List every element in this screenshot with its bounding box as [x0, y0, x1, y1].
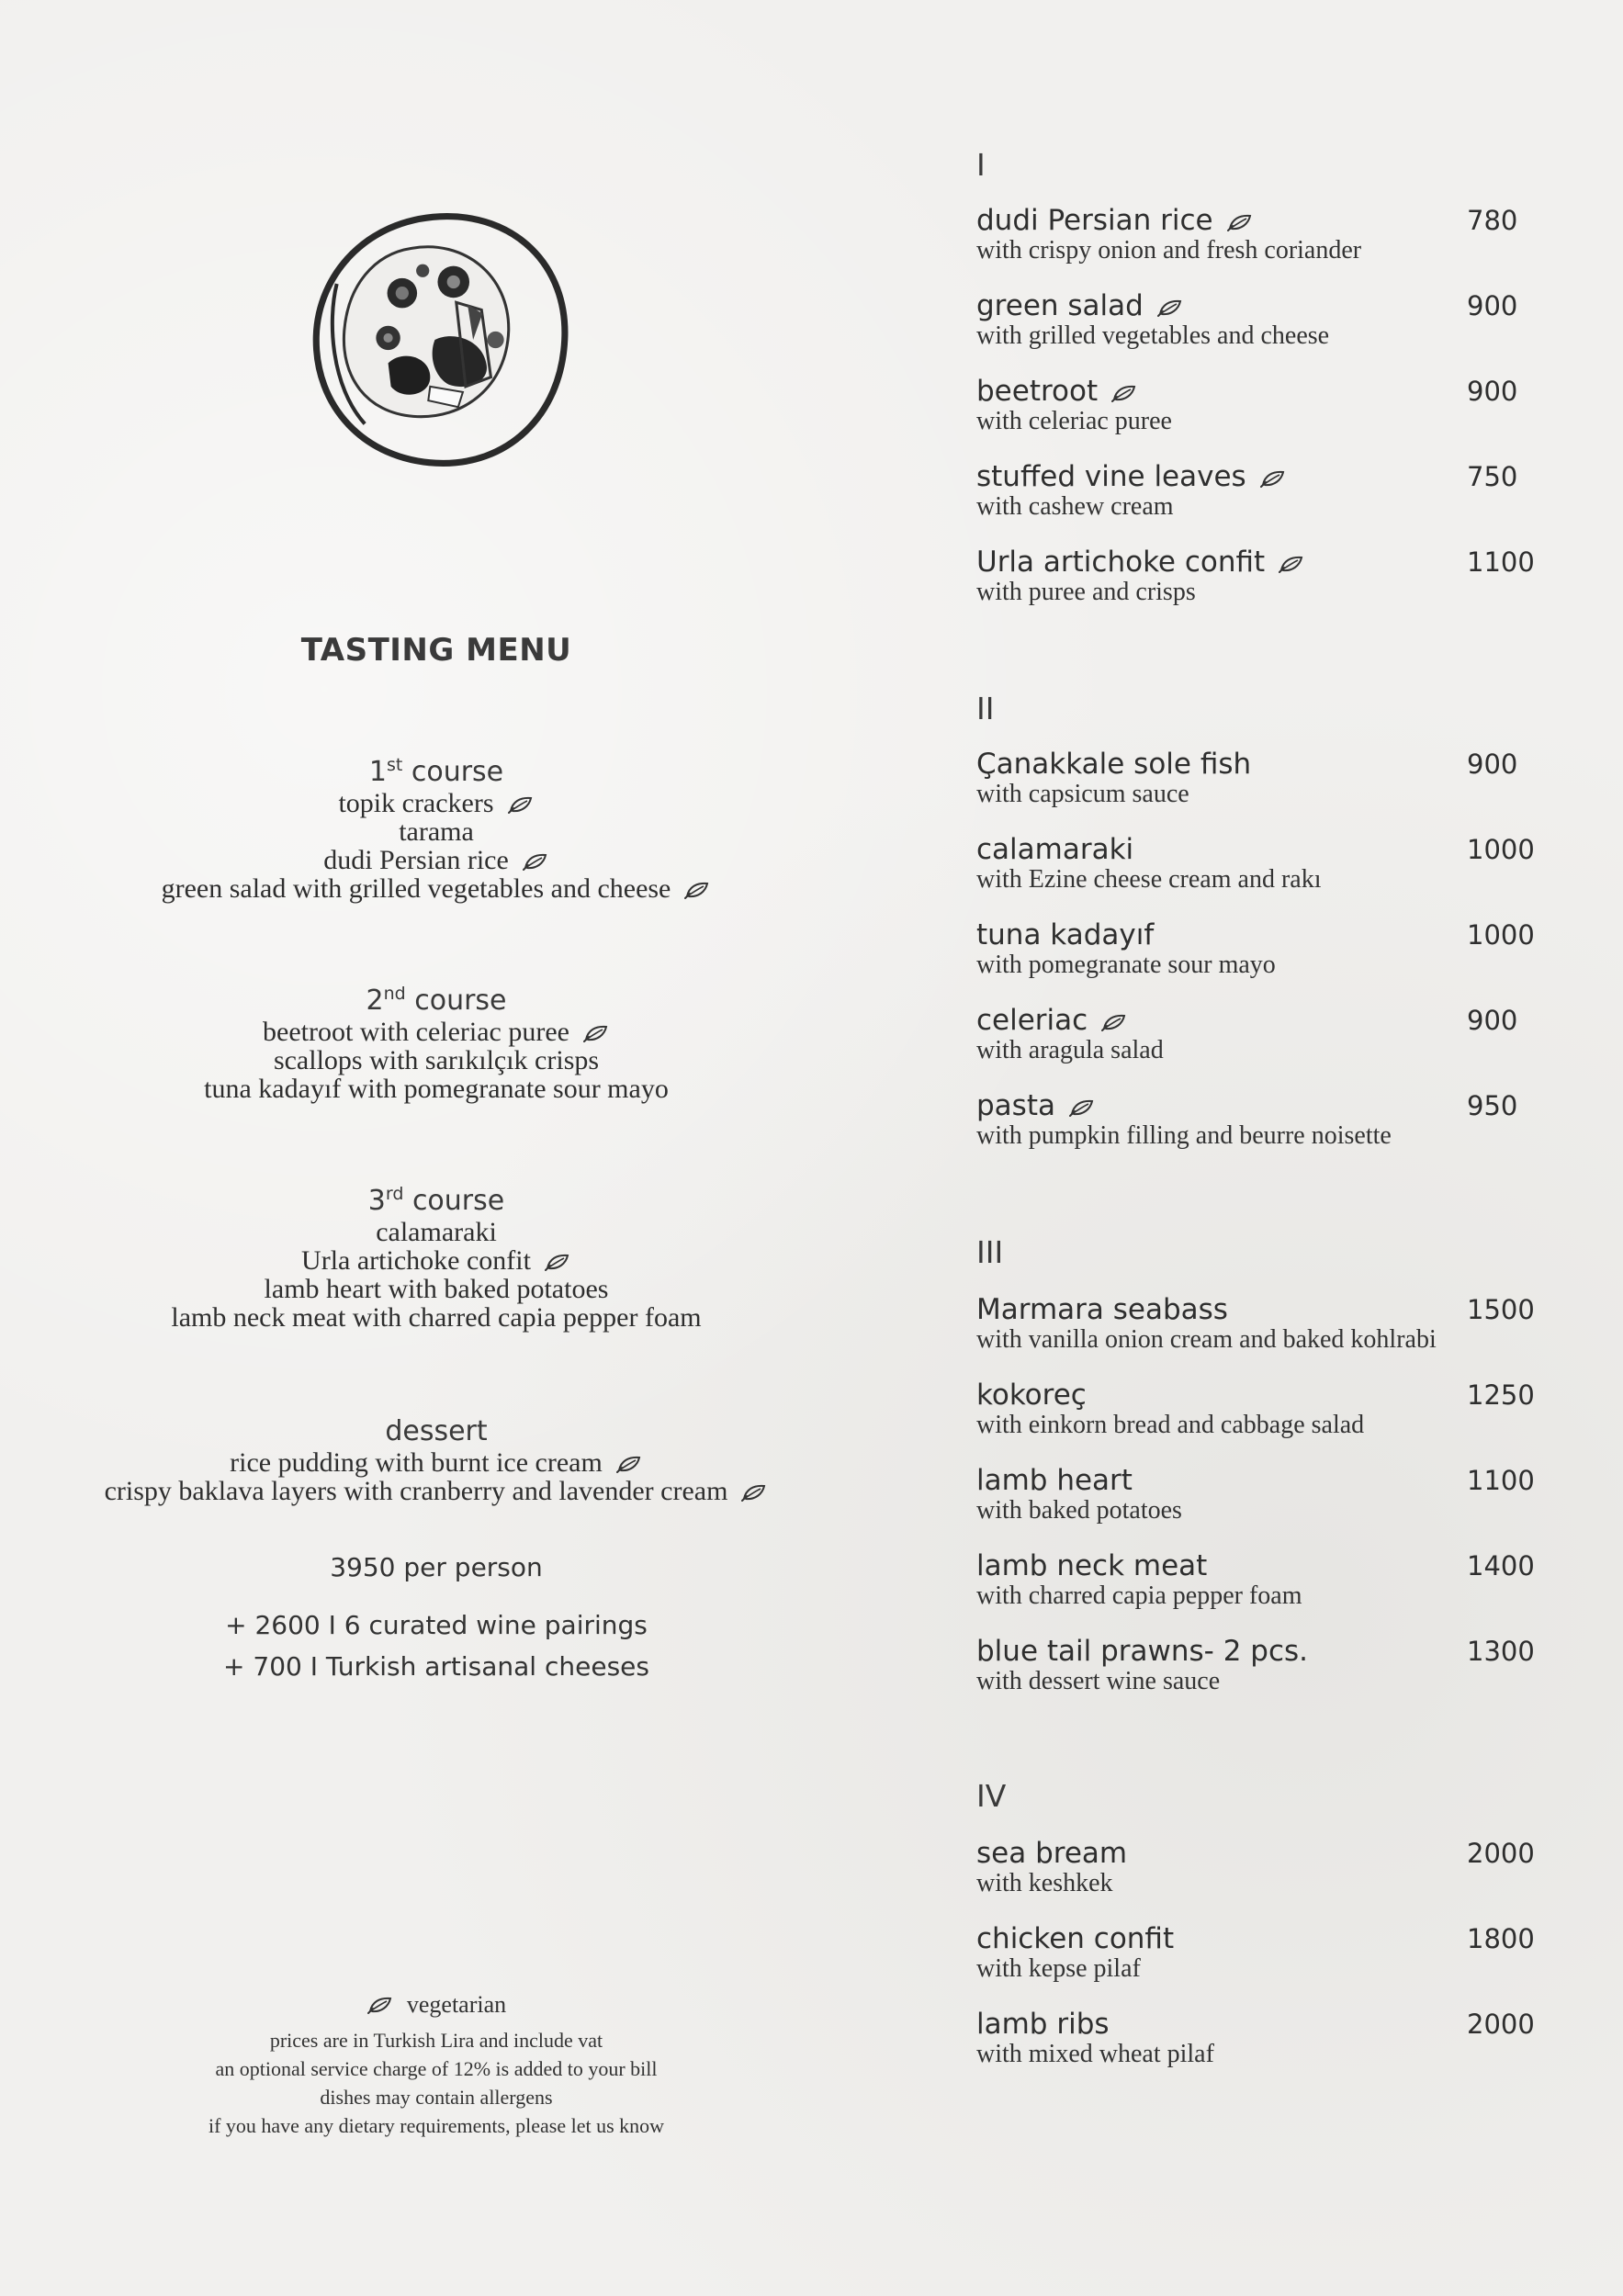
menu-dish: [976, 1293, 1546, 1354]
dish-price: 750: [1467, 461, 1518, 492]
menu-dish: [976, 1635, 1546, 1695]
vegetarian-leaf-icon: [582, 1020, 610, 1041]
menu-dish: [976, 918, 1546, 979]
course-item: topik crackers: [0, 789, 873, 817]
dish-description: with keshkek: [976, 1869, 1113, 1897]
dish-description: with aragula salad: [976, 1036, 1164, 1064]
menu-dish: [976, 1004, 1546, 1064]
dish-description: with capsicum sauce: [976, 780, 1189, 808]
dish-description: with dessert wine sauce: [976, 1667, 1221, 1695]
section-label: III: [976, 1234, 1004, 1270]
dish-price: 1100: [1467, 1465, 1535, 1496]
course-item: tarama: [399, 816, 474, 847]
course-item: beetroot with celeriac puree: [0, 1018, 873, 1046]
course-3: [0, 1177, 873, 1332]
dish-name: green salad: [976, 289, 1546, 322]
dish-description: with Ezine cheese cream and rakı: [976, 865, 1322, 894]
footer-note: if you have any dietary requirements, please let us know: [208, 2114, 665, 2137]
course-dessert: [0, 1408, 873, 1505]
vegetarian-leaf-icon: [740, 1480, 768, 1500]
menu-dish: [976, 375, 1546, 435]
dish-price: 780: [1467, 205, 1518, 236]
dish-name: dudi Persian rice: [976, 204, 1546, 237]
section-label: II: [976, 691, 995, 726]
menu-dish: [976, 1379, 1546, 1439]
course-item: Urla artichoke confit: [0, 1246, 873, 1275]
dish-price: 1100: [1467, 546, 1535, 578]
course-item: dudi Persian rice: [0, 846, 873, 874]
course-item: lamb neck meat with charred capia pepper foam: [171, 1302, 702, 1333]
dish-description: with pumpkin filling and beurre noisette: [976, 1121, 1392, 1150]
vegetarian-leaf-icon: [1100, 1007, 1128, 1027]
plate-illustration-icon: [299, 197, 580, 482]
footer-note: dishes may contain allergens: [320, 2086, 553, 2109]
dish-name: Urla artichoke confit: [976, 546, 1546, 579]
dish-price: 2000: [1467, 2009, 1535, 2040]
course-heading: 2nd course: [366, 984, 507, 1017]
dish-name: lamb heart: [976, 1464, 1133, 1497]
dish-name: chicken confit: [976, 1922, 1175, 1955]
dish-price: 1800: [1467, 1923, 1535, 1954]
section-label: IV: [976, 1778, 1007, 1814]
dish-name: Çanakkale sole fish: [976, 748, 1252, 781]
dish-description: with vanilla onion cream and baked kohlrabi: [976, 1325, 1437, 1354]
menu-dish: [976, 1464, 1546, 1525]
vegetarian-leaf-icon: [1156, 292, 1184, 312]
dish-price: 900: [1467, 376, 1518, 407]
menu-dish: [976, 204, 1546, 264]
dish-description: with kepse pilaf: [976, 1954, 1141, 1983]
vegetarian-leaf-icon: [544, 1249, 571, 1269]
tasting-menu-title: TASTING MENU: [300, 632, 572, 669]
course-item: rice pudding with burnt ice cream: [0, 1448, 873, 1477]
vegetarian-leaf-icon: [507, 792, 535, 812]
wine-pairing: + 2600 I 6 curated wine pairings: [225, 1610, 648, 1640]
dish-name: tuna kadayıf: [976, 918, 1155, 951]
dish-description: with mixed wheat pilaf: [976, 2040, 1214, 2068]
price-per-person: 3950 per person: [330, 1552, 543, 1582]
course-heading: 1st course: [368, 755, 504, 788]
course-item: crispy baklava layers with cranberry and lavender cream: [0, 1477, 873, 1505]
menu-dish: [976, 748, 1546, 808]
course-1: [0, 748, 873, 903]
dish-price: 900: [1467, 748, 1518, 780]
menu-dish: [976, 1549, 1546, 1610]
footer-note: prices are in Turkish Lira and include vat: [269, 2029, 603, 2052]
dish-description: with crispy onion and fresh coriander: [976, 236, 1362, 264]
dish-price: 1300: [1467, 1636, 1535, 1667]
footer-notes: [0, 1991, 873, 2140]
dish-name: pasta: [976, 1089, 1546, 1122]
dish-name: stuffed vine leaves: [976, 460, 1546, 493]
dish-name: Marmara seabass: [976, 1293, 1228, 1326]
dish-description: with puree and crisps: [976, 578, 1196, 606]
dish-price: 1250: [1467, 1379, 1535, 1411]
course-heading: 3rd course: [367, 1184, 505, 1217]
dish-name: lamb ribs: [976, 2008, 1110, 2041]
vegetarian-leaf-icon: [1226, 207, 1254, 227]
dish-description: with baked potatoes: [976, 1496, 1182, 1525]
vegetarian-legend: vegetarian: [0, 1991, 873, 2019]
dish-price: 900: [1467, 290, 1518, 321]
dish-name: celeriac: [976, 1004, 1546, 1037]
course-2: [0, 977, 873, 1103]
dish-description: with celeriac puree: [976, 407, 1172, 435]
dish-price: 900: [1467, 1005, 1518, 1036]
course-item: tuna kadayıf with pomegranate sour mayo: [204, 1074, 669, 1104]
dish-price: 1000: [1467, 919, 1535, 951]
section-label: I: [976, 147, 986, 183]
dish-name: calamaraki: [976, 833, 1134, 866]
vegetarian-leaf-icon: [615, 1451, 643, 1471]
vegetarian-leaf-icon: [683, 877, 711, 897]
vegetarian-leaf-icon: [1110, 377, 1138, 398]
cheese-pairing: + 700 I Turkish artisanal cheeses: [223, 1651, 649, 1682]
menu-dish: [976, 1089, 1546, 1150]
course-item: calamaraki: [376, 1217, 497, 1247]
dish-description: with charred capia pepper foam: [976, 1581, 1302, 1610]
course-item: green salad with grilled vegetables and cheese: [0, 874, 873, 903]
menu-dish: [976, 1922, 1546, 1983]
dish-price: 1400: [1467, 1550, 1535, 1581]
dish-description: with cashew cream: [976, 492, 1174, 521]
dish-name: kokoreç: [976, 1379, 1087, 1412]
dish-price: 1000: [1467, 834, 1535, 865]
dish-description: with einkorn bread and cabbage salad: [976, 1411, 1365, 1439]
dish-description: with pomegranate sour mayo: [976, 951, 1276, 979]
course-item: lamb heart with baked potatoes: [264, 1274, 609, 1304]
menu-dish: [976, 460, 1546, 521]
menu-dish: [976, 1837, 1546, 1897]
vegetarian-leaf-icon: [1259, 463, 1287, 483]
menu-dish: [976, 833, 1546, 894]
menu-dish: [976, 2008, 1546, 2068]
dish-price: 2000: [1467, 1838, 1535, 1869]
vegetarian-leaf-icon: [366, 1994, 394, 2014]
vegetarian-leaf-icon: [522, 849, 549, 869]
dish-name: sea bream: [976, 1837, 1128, 1870]
dish-name: lamb neck meat: [976, 1549, 1208, 1582]
dish-price: 1500: [1467, 1294, 1535, 1325]
course-item: scallops with sarıkılçık crisps: [273, 1045, 600, 1075]
course-heading: dessert: [385, 1415, 488, 1447]
dish-description: with grilled vegetables and cheese: [976, 321, 1330, 350]
dish-name: blue tail prawns- 2 pcs.: [976, 1635, 1309, 1668]
vegetarian-leaf-icon: [1068, 1092, 1096, 1112]
dish-name: beetroot: [976, 375, 1546, 408]
menu-dish: [976, 289, 1546, 350]
vegetarian-leaf-icon: [1278, 548, 1305, 568]
footer-note: an optional service charge of 12% is added to your bill: [215, 2057, 658, 2080]
menu-dish: [976, 546, 1546, 606]
dish-price: 950: [1467, 1090, 1518, 1121]
